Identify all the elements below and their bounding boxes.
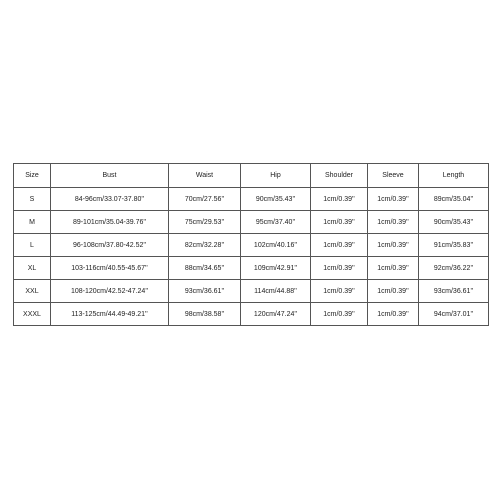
cell-length: 93cm/36.61'' [419,280,489,303]
cell-bust: 89-101cm/35.04-39.76'' [51,211,169,234]
table-row [14,234,489,257]
header-sleeve: Sleeve [368,164,419,188]
cell-hip: 90cm/35.43'' [241,188,311,211]
cell-sleeve: 1cm/0.39'' [368,211,419,234]
cell-size: XL [14,257,51,280]
cell-size: M [14,211,51,234]
cell-sleeve: 1cm/0.39'' [368,303,419,326]
cell-waist: 93cm/36.61'' [169,280,241,303]
cell-size: XXXL [14,303,51,326]
cell-length: 90cm/35.43'' [419,211,489,234]
header-row [14,164,489,188]
size-chart-table [13,163,489,326]
cell-hip: 114cm/44.88'' [241,280,311,303]
cell-waist: 82cm/32.28'' [169,234,241,257]
cell-shoulder: 1cm/0.39'' [311,188,368,211]
cell-hip: 102cm/40.16'' [241,234,311,257]
cell-size: XXL [14,280,51,303]
cell-waist: 70cm/27.56'' [169,188,241,211]
cell-sleeve: 1cm/0.39'' [368,234,419,257]
table-row [14,188,489,211]
cell-length: 89cm/35.04'' [419,188,489,211]
cell-shoulder: 1cm/0.39'' [311,303,368,326]
cell-length: 92cm/36.22'' [419,257,489,280]
header-size: Size [14,164,51,188]
cell-bust: 113-125cm/44.49-49.21'' [51,303,169,326]
cell-hip: 95cm/37.40'' [241,211,311,234]
cell-bust: 96-108cm/37.80-42.52'' [51,234,169,257]
cell-sleeve: 1cm/0.39'' [368,257,419,280]
cell-sleeve: 1cm/0.39'' [368,188,419,211]
table-row [14,303,489,326]
header-length: Length [419,164,489,188]
cell-size: L [14,234,51,257]
table-row [14,211,489,234]
table-row [14,280,489,303]
cell-size: S [14,188,51,211]
cell-shoulder: 1cm/0.39'' [311,257,368,280]
cell-sleeve: 1cm/0.39'' [368,280,419,303]
cell-shoulder: 1cm/0.39'' [311,211,368,234]
cell-bust: 84-96cm/33.07-37.80'' [51,188,169,211]
cell-shoulder: 1cm/0.39'' [311,234,368,257]
header-hip: Hip [241,164,311,188]
cell-waist: 75cm/29.53'' [169,211,241,234]
header-waist: Waist [169,164,241,188]
cell-bust: 103-116cm/40.55-45.67'' [51,257,169,280]
table-row [14,257,489,280]
cell-hip: 109cm/42.91'' [241,257,311,280]
cell-bust: 108-120cm/42.52-47.24'' [51,280,169,303]
cell-shoulder: 1cm/0.39'' [311,280,368,303]
header-shoulder: Shoulder [311,164,368,188]
cell-waist: 88cm/34.65'' [169,257,241,280]
cell-length: 91cm/35.83'' [419,234,489,257]
header-bust: Bust [51,164,169,188]
cell-hip: 120cm/47.24'' [241,303,311,326]
cell-length: 94cm/37.01'' [419,303,489,326]
cell-waist: 98cm/38.58'' [169,303,241,326]
